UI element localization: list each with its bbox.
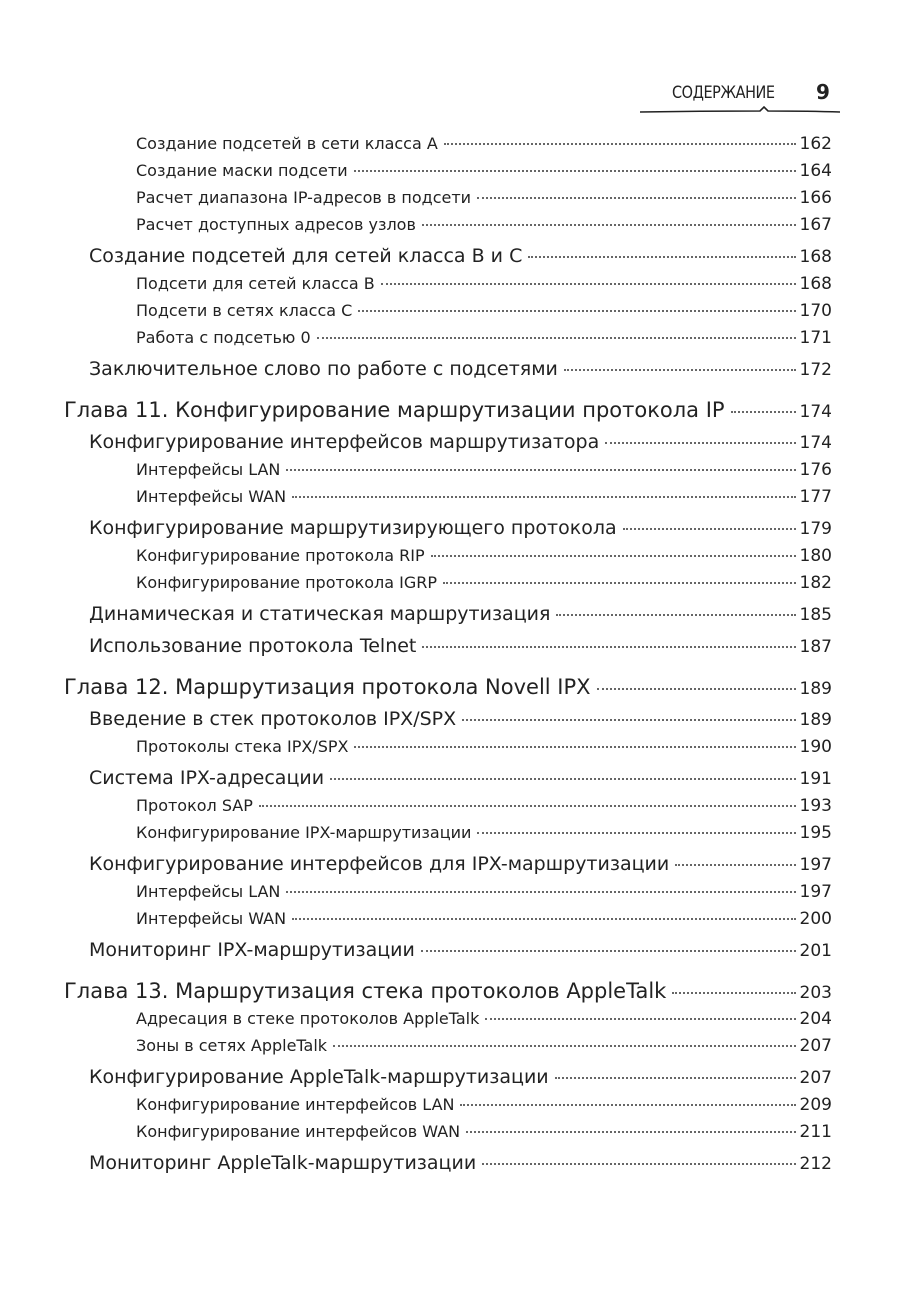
- dot-leader: [358, 310, 795, 312]
- dot-leader: [292, 496, 796, 498]
- toc-entry-title: Работа с подсетью 0: [136, 328, 311, 347]
- toc-entry-title: Мониторинг AppleTalk-маршрутизации: [89, 1152, 477, 1174]
- toc-entry: [0, 1091, 898, 1118]
- dot-leader: [292, 918, 796, 920]
- toc-entry-page: 172: [799, 360, 832, 380]
- table-of-contents: [0, 130, 898, 1177]
- toc-entry: [0, 905, 898, 932]
- toc-entry-title: Глава 12. Маршрутизация протокола Novell IPX: [64, 675, 591, 699]
- dot-leader: [675, 864, 795, 866]
- toc-entry: [0, 429, 898, 456]
- dot-leader: [477, 197, 795, 199]
- toc-entry: [0, 851, 898, 878]
- toc-entry-title: Конфигурирование IPX-маршрутизации: [136, 823, 472, 842]
- dot-leader: [564, 369, 796, 371]
- toc-entry: [0, 1032, 898, 1059]
- toc-chapter: [0, 397, 898, 424]
- dot-leader: [259, 805, 796, 807]
- dot-leader: [597, 688, 796, 690]
- toc-entry-page: 179: [799, 519, 832, 539]
- toc-entry: [0, 733, 898, 760]
- toc-entry-page: 180: [799, 546, 832, 566]
- toc-entry: [0, 819, 898, 846]
- toc-entry: [0, 1005, 898, 1032]
- toc-entry: [0, 1150, 898, 1177]
- toc-entry: [0, 1064, 898, 1091]
- toc-entry: [0, 270, 898, 297]
- toc-entry: [0, 878, 898, 905]
- toc-entry-title: Расчет диапазона IP-адресов в подсети: [136, 188, 472, 207]
- toc-entry-title: Подсети для сетей класса B: [136, 274, 375, 293]
- toc-chapter: [0, 674, 898, 701]
- dot-leader: [477, 832, 795, 834]
- toc-entry-page: 168: [799, 274, 832, 294]
- toc-entry: [0, 184, 898, 211]
- toc-entry-title: Глава 13. Маршрутизация стека протоколов AppleTalk: [64, 979, 667, 1003]
- dot-leader: [286, 469, 795, 471]
- toc-entry-page: 197: [799, 882, 832, 902]
- toc-entry-title: Протоколы стека IPX/SPX: [136, 737, 349, 756]
- toc-entry: [0, 297, 898, 324]
- dot-leader: [672, 992, 795, 994]
- toc-entry-title: Конфигурирование протокола IGRP: [136, 573, 438, 592]
- toc-entry: [0, 515, 898, 542]
- toc-entry-page: 167: [799, 215, 832, 235]
- dot-leader: [731, 411, 796, 413]
- toc-entry: [0, 601, 898, 628]
- toc-entry-page: 176: [799, 460, 832, 480]
- toc-entry-title: Интерфейсы WAN: [136, 909, 287, 928]
- toc-entry-title: Конфигурирование интерфейсов для IPX-маршрутизации: [89, 853, 670, 875]
- toc-entry-page: 187: [799, 637, 832, 657]
- dot-leader: [286, 891, 795, 893]
- dot-leader: [555, 1077, 796, 1079]
- toc-entry-title: Конфигурирование интерфейсов WAN: [136, 1122, 461, 1141]
- toc-entry-title: Протокол SAP: [136, 796, 253, 815]
- toc-entry-page: 195: [799, 823, 832, 843]
- toc-entry-page: 174: [799, 402, 832, 422]
- toc-entry-page: 207: [799, 1068, 832, 1088]
- toc-entry: [0, 456, 898, 483]
- dot-leader: [431, 555, 796, 557]
- toc-entry: [0, 765, 898, 792]
- toc-entry-title: Интерфейсы WAN: [136, 487, 287, 506]
- toc-entry-page: 174: [799, 433, 832, 453]
- toc-entry: [0, 483, 898, 510]
- dot-leader: [381, 283, 796, 285]
- toc-entry-page: 212: [799, 1154, 832, 1174]
- toc-entry-page: 171: [799, 328, 832, 348]
- toc-entry-title: Конфигурирование интерфейсов LAN: [136, 1095, 455, 1114]
- header-rule: [640, 106, 840, 116]
- toc-entry: [0, 792, 898, 819]
- toc-entry-title: Создание маски подсети: [136, 161, 348, 180]
- toc-entry-page: 177: [799, 487, 832, 507]
- toc-entry-page: 200: [799, 909, 832, 929]
- toc-entry-title: Расчет доступных адресов узлов: [136, 215, 416, 234]
- page-number: 9: [816, 80, 830, 104]
- toc-entry-page: 162: [799, 134, 832, 154]
- toc-entry-page: 189: [799, 679, 832, 699]
- dot-leader: [466, 1131, 795, 1133]
- dot-leader: [528, 256, 795, 258]
- dot-leader: [482, 1163, 795, 1165]
- dot-leader: [422, 224, 796, 226]
- toc-entry-title: Подсети в сетях класса C: [136, 301, 353, 320]
- toc-entry: [0, 633, 898, 660]
- toc-entry-page: 211: [799, 1122, 832, 1142]
- toc-entry-page: 201: [799, 941, 832, 961]
- toc-entry-title: Интерфейсы LAN: [136, 460, 281, 479]
- toc-entry-title: Создание подсетей в сети класса A: [136, 134, 438, 153]
- running-header: [600, 80, 840, 120]
- dot-leader: [330, 778, 795, 780]
- toc-entry: [0, 324, 898, 351]
- dot-leader: [354, 170, 796, 172]
- toc-entry: [0, 542, 898, 569]
- section-title: СОДЕРЖАНИЕ: [672, 83, 775, 103]
- dot-leader: [623, 528, 796, 530]
- toc-entry: [0, 569, 898, 596]
- toc-entry: [0, 1118, 898, 1145]
- toc-entry-title: Мониторинг IPX-маршрутизации: [89, 939, 415, 961]
- toc-entry-title: Адресация в стеке протоколов AppleTalk: [136, 1009, 480, 1028]
- toc-entry: [0, 937, 898, 964]
- toc-entry-title: Глава 11. Конфигурирование маршрутизации протокола IP: [64, 398, 725, 422]
- toc-entry: [0, 211, 898, 238]
- toc-entry-page: 170: [799, 301, 832, 321]
- toc-entry-title: Динамическая и статическая маршрутизация: [89, 603, 551, 625]
- toc-entry-page: 204: [799, 1009, 832, 1029]
- toc-entry-title: Заключительное слово по работе с подсетями: [89, 358, 558, 380]
- toc-entry-title: Зоны в сетях AppleTalk: [136, 1036, 328, 1055]
- toc-entry: [0, 243, 898, 270]
- toc-chapter: [0, 978, 898, 1005]
- dot-leader: [556, 614, 795, 616]
- toc-entry-title: Использование протокола Telnet: [89, 635, 417, 657]
- toc-entry: [0, 130, 898, 157]
- toc-entry-title: Интерфейсы LAN: [136, 882, 281, 901]
- toc-entry-page: 193: [799, 796, 832, 816]
- toc-entry-page: 203: [799, 983, 832, 1003]
- toc-entry-title: Конфигурирование протокола RIP: [136, 546, 425, 565]
- toc-entry-page: 190: [799, 737, 832, 757]
- toc-entry-title: Введение в стек протоколов IPX/SPX: [89, 708, 457, 730]
- toc-entry-page: 207: [799, 1036, 832, 1056]
- toc-entry-page: 166: [799, 188, 832, 208]
- toc-entry-page: 164: [799, 161, 832, 181]
- toc-entry-page: 185: [799, 605, 832, 625]
- dot-leader: [317, 337, 796, 339]
- dot-leader: [333, 1045, 795, 1047]
- dot-leader: [422, 646, 795, 648]
- toc-entry: [0, 356, 898, 383]
- dot-leader: [421, 950, 796, 952]
- dot-leader: [444, 143, 796, 145]
- toc-entry-title: Конфигурирование AppleTalk-маршрутизации: [89, 1066, 549, 1088]
- dot-leader: [443, 582, 795, 584]
- toc-entry-title: Система IPX-адресации: [89, 767, 325, 789]
- dot-leader: [354, 746, 795, 748]
- toc-entry: [0, 706, 898, 733]
- toc-entry-page: 209: [799, 1095, 832, 1115]
- dot-leader: [485, 1018, 795, 1020]
- dot-leader: [462, 719, 795, 721]
- toc-entry-page: 189: [799, 710, 832, 730]
- toc-entry-page: 168: [799, 247, 832, 267]
- toc-entry-title: Конфигурирование интерфейсов маршрутизатора: [89, 431, 600, 453]
- toc-entry-page: 191: [799, 769, 832, 789]
- dot-leader: [460, 1104, 795, 1106]
- toc-entry-title: Конфигурирование маршрутизирующего протокола: [89, 517, 617, 539]
- toc-entry-title: Создание подсетей для сетей класса B и C: [89, 245, 523, 267]
- dot-leader: [605, 442, 795, 444]
- toc-entry-page: 197: [799, 855, 832, 875]
- toc-entry-page: 182: [799, 573, 832, 593]
- toc-entry: [0, 157, 898, 184]
